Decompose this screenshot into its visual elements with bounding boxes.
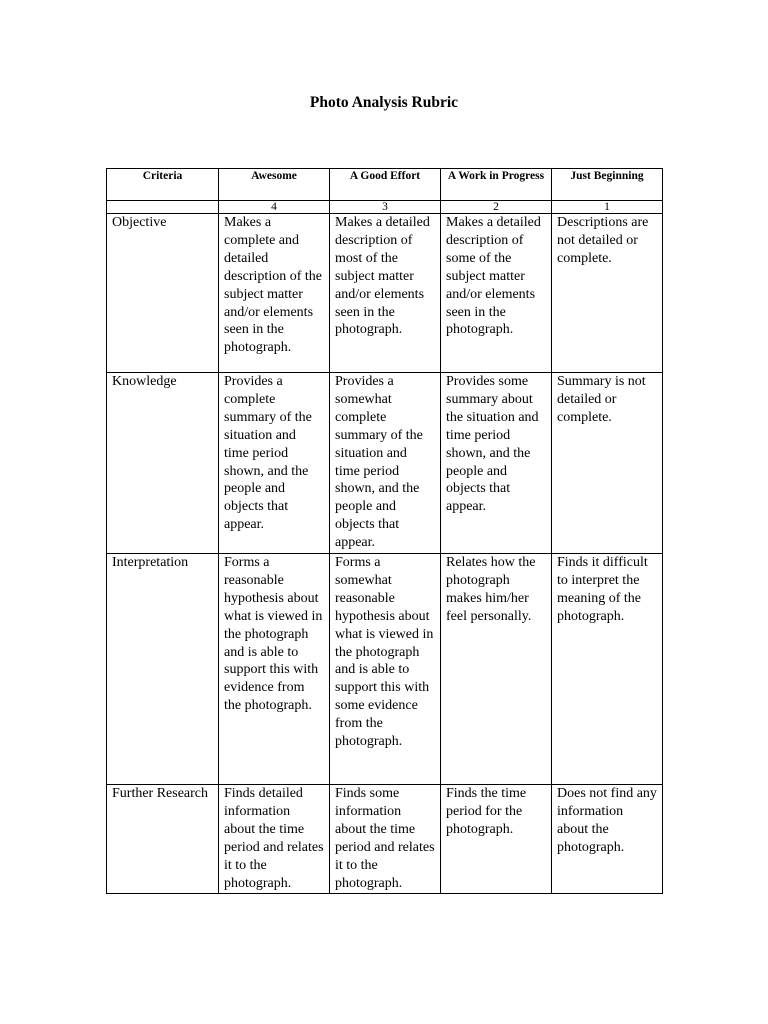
table-cell: Provides a complete summary of the situation and time period shown, and the people and objects that appear. — [219, 373, 330, 554]
criteria-cell: Further Research — [107, 785, 219, 894]
header-row — [107, 169, 663, 201]
score-cell-blank — [107, 201, 219, 214]
table-cell: Provides a somewhat complete summary of the situation and time period shown, and the people and objects that appear. — [330, 373, 441, 554]
rubric-table — [106, 168, 663, 894]
criteria-cell: Objective — [107, 214, 219, 373]
table-cell: Finds some information about the time period and relates it to the photograph. — [330, 785, 441, 894]
criteria-cell: Interpretation — [107, 554, 219, 785]
table-row-further-research — [107, 785, 663, 894]
page-title: Photo Analysis Rubric — [309, 94, 459, 111]
table-cell: Relates how the photograph makes him/her feel personally. — [441, 554, 552, 785]
criteria-cell: Knowledge — [107, 373, 219, 554]
score-cell-4: 4 — [219, 201, 330, 214]
table-cell: Summary is not detailed or complete. — [552, 373, 663, 554]
score-cell-3: 3 — [330, 201, 441, 214]
score-cell-1: 1 — [552, 201, 663, 214]
table-cell: Finds the time period for the photograph. — [441, 785, 552, 894]
column-header-just-beginning: Just Beginning — [552, 169, 663, 201]
score-row — [107, 201, 663, 214]
score-cell-2: 2 — [441, 201, 552, 214]
table-row-interpretation — [107, 554, 663, 785]
column-header-criteria: Criteria — [107, 169, 219, 201]
table-cell: Provides some summary about the situation and time period shown, and the people and objects that appear. — [441, 373, 552, 554]
table-cell: Makes a complete and detailed description of the subject matter and/or elements seen in the photograph. — [219, 214, 330, 373]
table-cell: Finds detailed information about the time period and relates it to the photograph. — [219, 785, 330, 894]
table-cell: Does not find any information about the photograph. — [552, 785, 663, 894]
table-cell: Makes a detailed description of some of the subject matter and/or elements seen in the photograph. — [441, 214, 552, 373]
table-cell: Forms a reasonable hypothesis about what is viewed in the photograph and is able to support this with evidence from the photograph. — [219, 554, 330, 785]
table-cell: Makes a detailed description of most of the subject matter and/or elements seen in the photograph. — [330, 214, 441, 373]
column-header-awesome: Awesome — [219, 169, 330, 201]
table-row-objective — [107, 214, 663, 373]
table-row-knowledge — [107, 373, 663, 554]
table-cell: Descriptions are not detailed or complete. — [552, 214, 663, 373]
column-header-good-effort: A Good Effort — [330, 169, 441, 201]
table-cell: Forms a somewhat reasonable hypothesis about what is viewed in the photograph and is able to support this with some evidence from the photograph. — [330, 554, 441, 785]
table-cell: Finds it difficult to interpret the meaning of the photograph. — [552, 554, 663, 785]
column-header-work-in-progress: A Work in Progress — [441, 169, 552, 201]
